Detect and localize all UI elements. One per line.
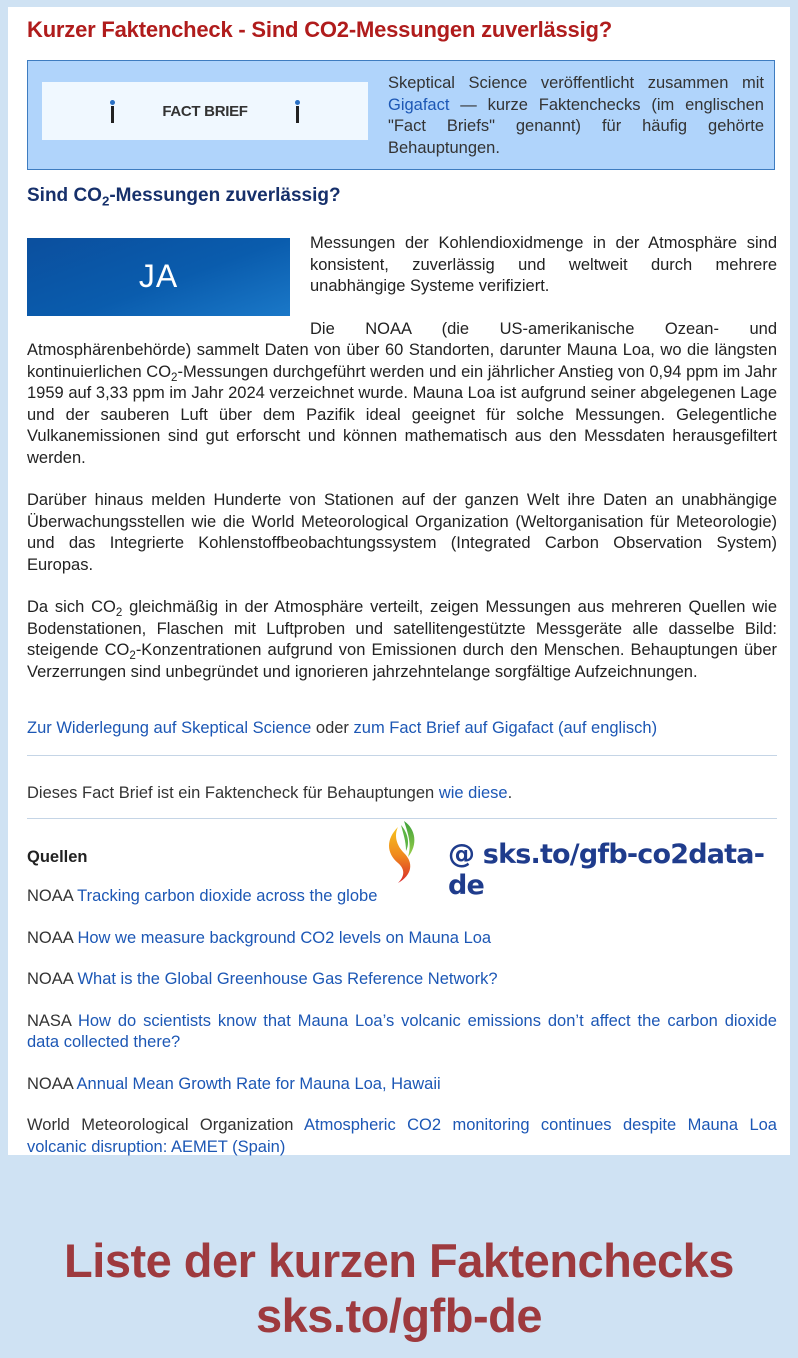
sources-list bbox=[27, 886, 777, 1178]
footer-banner bbox=[0, 1233, 798, 1343]
fact-brief-label: FACT BRIEF bbox=[162, 102, 248, 120]
paragraph-part: Die NOAA (die US-amerikanische Ozean- und Atmosphärenbehörde) sammelt Daten von über 60 Standorten, darunter Mauna Loa, wo die längsten kontinuierlichen CO bbox=[27, 319, 777, 381]
source-org: NOAA bbox=[27, 1074, 73, 1093]
heading-part: Sind CO bbox=[27, 185, 102, 206]
footer-url: sks.to/gfb-de bbox=[256, 1289, 542, 1342]
claims-link[interactable]: wie diese bbox=[438, 784, 508, 802]
short-url: @ sks.to/gfb-co2data-de bbox=[448, 839, 765, 901]
claims-end: . bbox=[507, 784, 513, 802]
paragraph-noaa bbox=[27, 319, 777, 470]
claims-text: Dieses Fact Brief ist ein Faktencheck für Behauptungen bbox=[27, 784, 439, 802]
source-org: World Meteorological Organization bbox=[27, 1116, 294, 1134]
skeptical-science-logo-icon bbox=[384, 819, 420, 883]
page-title: Kurzer Faktencheck - Sind CO2-Messungen zuverlässig? bbox=[27, 17, 612, 42]
source-link[interactable]: What is the Global Greenhouse Gas Reference Network? bbox=[77, 970, 498, 988]
info-text-part: — kurze Faktenchecks (im englischen "Fact Briefs" genannt) für häufig gehörte Behauptungen. bbox=[388, 95, 764, 157]
info-text bbox=[388, 73, 764, 159]
connector-text: oder bbox=[311, 719, 354, 737]
source-org: NASA bbox=[27, 1011, 72, 1030]
source-org: NOAA bbox=[27, 887, 73, 905]
gigafact-link[interactable]: Gigafact bbox=[388, 95, 450, 114]
info-text-part: Skeptical Science veröffentlicht zusammen mit bbox=[388, 74, 764, 92]
source-item bbox=[27, 928, 777, 950]
source-item bbox=[27, 1115, 777, 1158]
paragraph-summary: Messungen der Kohlendioxidmenge in der Atmosphäre sind konsistent, zuverlässig und weltweit durch mehrere unabhängige Systeme verifiziert. bbox=[310, 234, 777, 295]
heading-subscript: 2 bbox=[101, 193, 110, 209]
source-org: NOAA bbox=[27, 928, 73, 947]
info-icon bbox=[111, 106, 114, 123]
source-link[interactable]: How do scientists know that Mauna Loa’s volcanic emissions don’t affect the carbon dioxide data collected there? bbox=[27, 1011, 777, 1051]
info-box bbox=[27, 60, 775, 170]
divider bbox=[27, 755, 777, 756]
source-link[interactable]: Annual Mean Growth Rate for Mauna Loa, Hawaii bbox=[76, 1074, 441, 1093]
source-link[interactable]: Atmospheric CO2 monitoring continues despite Mauna Loa volcanic disruption: AEMET (Spain) bbox=[27, 1116, 777, 1156]
skeptical-science-link[interactable]: Zur Widerlegung auf Skeptical Science bbox=[27, 719, 312, 737]
subscript: 2 bbox=[129, 650, 136, 663]
fact-brief-panel bbox=[8, 7, 790, 1155]
verdict-badge: JA bbox=[27, 238, 290, 316]
fact-brief-badge bbox=[42, 82, 368, 140]
gigafact-fact-brief-link[interactable]: zum Fact Brief auf Gigafact (auf englisch) bbox=[353, 719, 658, 737]
article-body bbox=[27, 233, 777, 704]
source-link[interactable]: Tracking carbon dioxide across the globe bbox=[77, 887, 378, 905]
paragraph-part: Da sich CO bbox=[27, 598, 116, 616]
footer-title: Liste der kurzen Faktenchecks bbox=[64, 1234, 734, 1287]
paragraph-stations: Darüber hinaus melden Hunderte von Stationen auf der ganzen Welt ihre Daten an unabhängige Überwachungsstellen wie die World Meteorological Organization (Weltorganisation für Meteorologie) und das Integrierte Kohlenstoffbeobachtungssystem (Integrated Carbon Observation System) Europas. bbox=[27, 491, 777, 574]
subscript: 2 bbox=[115, 607, 123, 620]
claims-line bbox=[27, 784, 512, 803]
further-links bbox=[27, 719, 657, 738]
subscript: 2 bbox=[171, 371, 178, 384]
source-item bbox=[27, 886, 777, 908]
paragraph-part: -Messungen durchgeführt werden und ein jährlicher Anstieg von 0,94 ppm im Jahr 1959 auf 3,33 ppm im Jahr 2024 verzeichnet wurde. Mauna Loa ist aufgrund seiner abgelegenen Lage und der sauberen Luft über dem Pazifik ideal geeignet für solche Messungen. Gelegentliche Vulkanemissionen sind gut erforscht und können mathematisch aus den Messdaten herausgefiltert werden. bbox=[27, 362, 777, 467]
heading-part: -Messungen zuverlässig? bbox=[109, 185, 341, 206]
paragraph-distribution bbox=[27, 597, 777, 683]
paragraph-part: -Konzentrationen aufgrund von Emissionen durch den Menschen. Behauptungen über Verzerrungen sind unbegründet und ignorieren jahrzehntelange sorgfältige Aufzeichnungen. bbox=[27, 641, 777, 681]
source-item bbox=[27, 1074, 777, 1096]
section-heading bbox=[27, 185, 341, 207]
source-org: NOAA bbox=[27, 970, 73, 988]
sources-heading: Quellen bbox=[27, 848, 88, 866]
source-item bbox=[27, 1011, 777, 1054]
info-icon bbox=[296, 106, 299, 123]
paragraph-part: gleichmäßig in der Atmosphäre verteilt, zeigen Messungen aus mehreren Quellen wie Bodenstationen, Flaschen mit Luftproben und satellitengestützte Messgeräte alle dasselbe Bild: steigende CO bbox=[27, 598, 778, 659]
source-item bbox=[27, 969, 777, 991]
source-link[interactable]: How we measure background CO2 levels on Mauna Loa bbox=[77, 928, 492, 947]
